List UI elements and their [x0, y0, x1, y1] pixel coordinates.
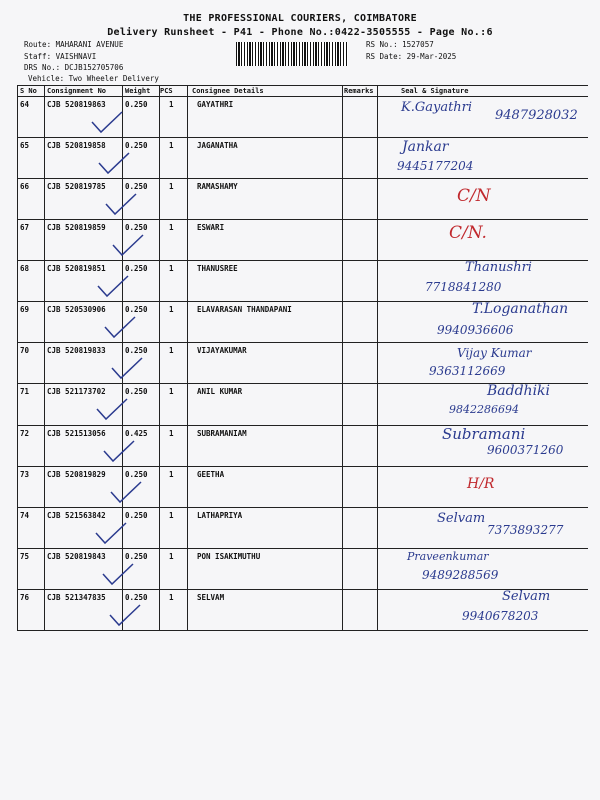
sno-cell: 76 — [20, 593, 30, 602]
pcs-cell: 1 — [169, 182, 174, 191]
consignment-cell: CJB 521173702 — [47, 387, 106, 396]
table-row — [17, 548, 588, 589]
weight-cell: 0.250 — [125, 141, 148, 150]
rs-date: RS Date: 29-Mar-2025 — [366, 52, 457, 61]
weight-cell: 0.250 — [125, 223, 148, 232]
handwritten-signature: Selvam — [502, 589, 551, 604]
row-divider — [17, 630, 588, 631]
pcs-cell: 1 — [169, 511, 174, 520]
consignment-cell: CJB 520819843 — [47, 552, 106, 561]
consignment-cell: CJB 520819863 — [47, 100, 106, 109]
weight-cell: 0.250 — [125, 470, 148, 479]
check-mark-icon — [109, 356, 145, 382]
barcode-image — [236, 42, 348, 66]
consignment-cell: CJB 520819851 — [47, 264, 106, 273]
sno-cell: 64 — [20, 100, 30, 109]
handwritten-signature: Baddhiki — [487, 383, 551, 399]
handwritten-phone: 9600371260 — [487, 443, 564, 457]
weight-cell: 0.250 — [125, 511, 148, 520]
consignment-cell: CJB 520819859 — [47, 223, 106, 232]
check-mark-icon — [110, 233, 146, 259]
sno-cell: 72 — [20, 429, 30, 438]
handwritten-phone: 9940936606 — [437, 323, 514, 337]
weight-cell: 0.250 — [125, 100, 148, 109]
weight-cell: 0.425 — [125, 429, 148, 438]
table-row — [17, 96, 588, 137]
handwritten-phone: 9842286694 — [449, 403, 519, 416]
sno-cell: 65 — [20, 141, 30, 150]
check-mark-icon — [96, 151, 132, 177]
table-row — [17, 260, 588, 301]
weight-cell: 0.250 — [125, 552, 148, 561]
row-divider — [17, 85, 588, 86]
handwritten-phone: 9445177204 — [397, 159, 474, 173]
rs-number: RS No.: 1527057 — [366, 40, 434, 49]
weight-cell: 0.250 — [125, 387, 148, 396]
check-mark-icon — [93, 521, 129, 547]
consignee-cell: ELAVARASAN THANDAPANI — [197, 305, 292, 314]
handwritten-signature: K.Gayathri — [401, 100, 473, 115]
check-mark-icon — [101, 439, 137, 465]
pcs-cell: 1 — [169, 429, 174, 438]
col-header-consignment: Consignment No — [47, 87, 107, 95]
check-mark-icon — [107, 603, 143, 629]
consignment-cell: CJB 520819785 — [47, 182, 106, 191]
weight-cell: 0.250 — [125, 264, 148, 273]
col-header-consignee: Consignee Details — [192, 87, 264, 95]
handwritten-signature: Thanushri — [465, 260, 532, 275]
handwritten-signature: Subramani — [442, 425, 526, 443]
consignee-cell: GEETHA — [197, 470, 225, 479]
col-header-remarks: Remarks — [344, 87, 374, 95]
vehicle-label: Vehicle: Two Wheeler Delivery — [28, 74, 159, 83]
consignee-cell: LATHAPRIYA — [197, 511, 243, 520]
handwritten-signature: C/N. — [449, 223, 487, 243]
col-header-weight: Weight — [125, 87, 151, 95]
weight-cell: 0.250 — [125, 346, 148, 355]
runsheet-table — [17, 85, 588, 630]
pcs-cell: 1 — [169, 552, 174, 561]
table-row — [17, 425, 588, 466]
sno-cell: 74 — [20, 511, 30, 520]
pcs-cell: 1 — [169, 264, 174, 273]
handwritten-phone: 9487928032 — [495, 108, 578, 123]
handwritten-signature: C/N — [457, 186, 491, 206]
sno-cell: 66 — [20, 182, 30, 191]
consignee-cell: VIJAYAKUMAR — [197, 346, 247, 355]
check-mark-icon — [94, 397, 130, 423]
handwritten-signature: Vijay Kumar — [457, 346, 532, 360]
handwritten-phone: 7718841280 — [425, 280, 502, 294]
handwritten-signature: Selvam — [437, 511, 486, 526]
consignment-cell: CJB 520819833 — [47, 346, 106, 355]
consignment-cell: CJB 520819858 — [47, 141, 106, 150]
table-row — [17, 342, 588, 383]
weight-cell: 0.250 — [125, 593, 148, 602]
pcs-cell: 1 — [169, 470, 174, 479]
table-row — [17, 507, 588, 548]
sno-cell: 70 — [20, 346, 30, 355]
handwritten-signature: Jankar — [402, 139, 449, 155]
handwritten-phone: 9489288569 — [422, 568, 499, 582]
consignee-cell: THANUSREE — [197, 264, 238, 273]
consignment-cell: CJB 521347835 — [47, 593, 106, 602]
table-row — [17, 137, 588, 178]
check-mark-icon — [89, 110, 125, 136]
pcs-cell: 1 — [169, 387, 174, 396]
handwritten-signature: T.Loganathan — [472, 301, 569, 317]
pcs-cell: 1 — [169, 593, 174, 602]
handwritten-phone: 9363112669 — [429, 364, 506, 378]
consignee-cell: SUBRAMANIAM — [197, 429, 247, 438]
weight-cell: 0.250 — [125, 305, 148, 314]
runsheet-title: Delivery Runsheet - P41 - Phone No.:0422-3505555 - Page No.:6 — [107, 27, 493, 38]
consignment-cell: CJB 520819829 — [47, 470, 106, 479]
consignee-cell: ESWARI — [197, 223, 225, 232]
table-row — [17, 466, 588, 507]
check-mark-icon — [102, 315, 138, 341]
handwritten-phone: 7373893277 — [487, 523, 564, 537]
table-row — [17, 383, 588, 424]
col-header-signature: Seal & Signature — [401, 87, 469, 95]
sno-cell: 67 — [20, 223, 30, 232]
col-header-sno: S No — [20, 87, 37, 95]
check-mark-icon — [103, 192, 139, 218]
consignee-cell: SELVAM — [197, 593, 225, 602]
sno-cell: 68 — [20, 264, 30, 273]
handwritten-signature: H/R — [467, 476, 495, 492]
consignment-cell: CJB 520530906 — [47, 305, 106, 314]
consignee-cell: PON ISAKIMUTHU — [197, 552, 261, 561]
table-row — [17, 589, 588, 630]
check-mark-icon — [100, 562, 136, 588]
table-row — [17, 178, 588, 219]
route-label: Route: MAHARANI AVENUE — [24, 40, 124, 49]
pcs-cell: 1 — [169, 141, 174, 150]
check-mark-icon — [108, 480, 144, 506]
pcs-cell: 1 — [169, 223, 174, 232]
pcs-cell: 1 — [169, 346, 174, 355]
table-row — [17, 301, 588, 342]
drs-number: DRS No.: DCJB152705706 — [24, 63, 124, 72]
consignee-cell: RAMASHAMY — [197, 182, 238, 191]
consignment-cell: CJB 521563842 — [47, 511, 106, 520]
consignee-cell: GAYATHRI — [197, 100, 234, 109]
check-mark-icon — [95, 274, 131, 300]
handwritten-phone: 9940678203 — [462, 609, 539, 623]
col-header-pcs: PCS — [160, 87, 173, 95]
sno-cell: 71 — [20, 387, 30, 396]
weight-cell: 0.250 — [125, 182, 148, 191]
sno-cell: 69 — [20, 305, 30, 314]
company-title: THE PROFESSIONAL COURIERS, COIMBATORE — [183, 13, 417, 24]
pcs-cell: 1 — [169, 100, 174, 109]
staff-label: Staff: VAISHNAVI — [24, 52, 97, 61]
table-row — [17, 219, 588, 260]
handwritten-signature: Praveenkumar — [407, 550, 489, 563]
sno-cell: 73 — [20, 470, 30, 479]
sno-cell: 75 — [20, 552, 30, 561]
consignee-cell: ANIL KUMAR — [197, 387, 243, 396]
consignee-cell: JAGANATHA — [197, 141, 238, 150]
consignment-cell: CJB 521513056 — [47, 429, 106, 438]
pcs-cell: 1 — [169, 305, 174, 314]
